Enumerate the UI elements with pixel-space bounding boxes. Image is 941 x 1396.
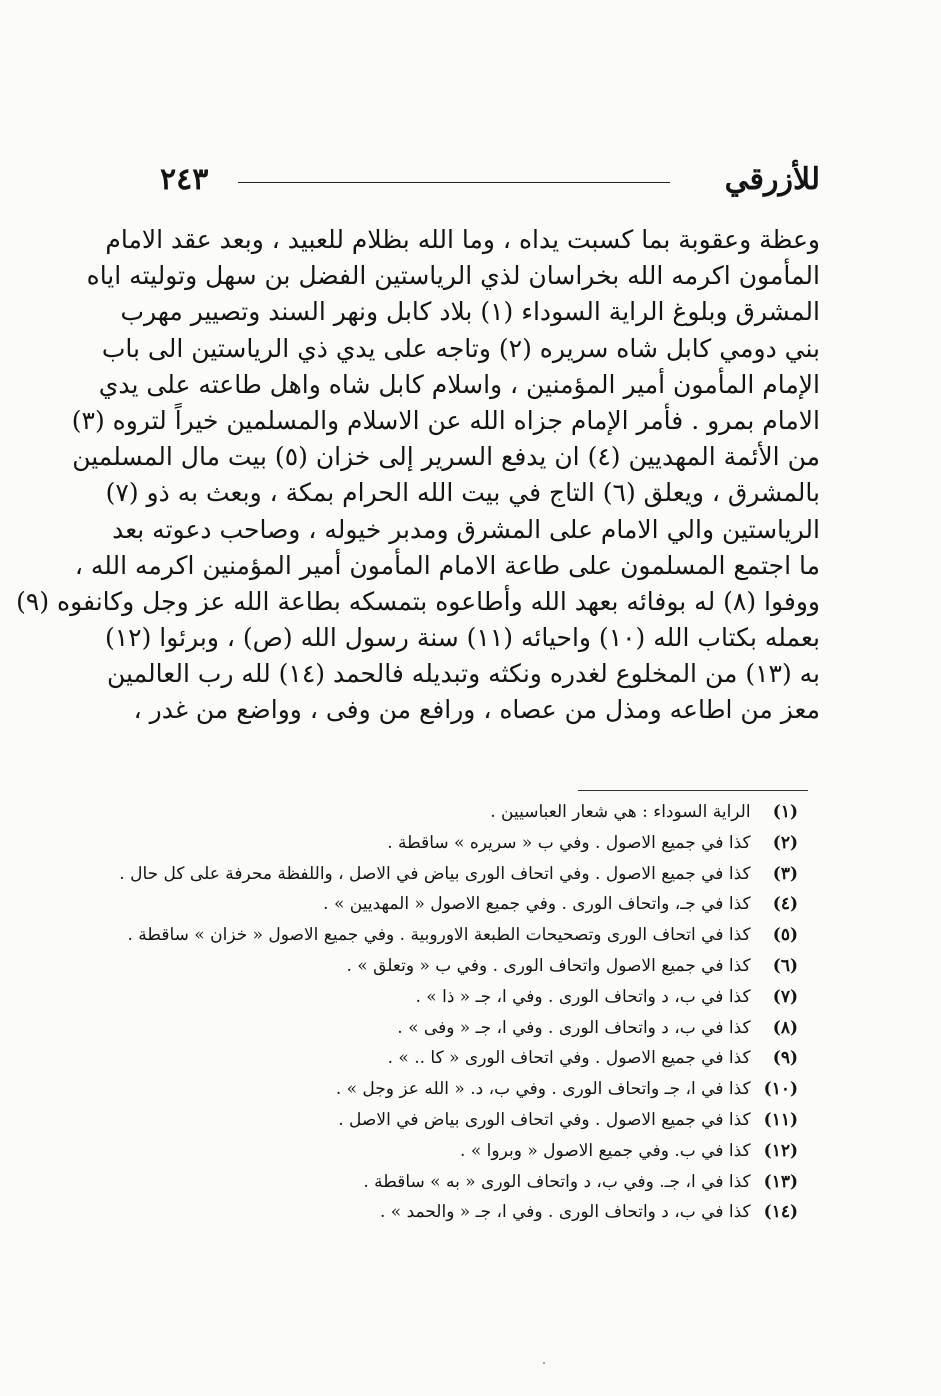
text-line: الإمام المأمون أمير المؤمنين ، واسلام كابل شاه واهل طاعته على يدي bbox=[98, 369, 820, 399]
text-line: وعظة وعقوبة بما كسبت يداه ، وما الله بظلام للعبيد ، وبعد عقد الامام bbox=[105, 225, 820, 254]
page-number: ٢٤٣ bbox=[160, 162, 209, 197]
footnote-text: كذا في ب، د واتحاف الورى . وفي ا، جـ « وفى » . bbox=[397, 1017, 751, 1038]
footnote bbox=[150, 1167, 798, 1198]
footnote bbox=[150, 1013, 798, 1044]
footnote-text: كذا في جميع الاصول واتحاف الورى . وفي ب « وتعلق » . bbox=[346, 955, 751, 976]
footnote-text: كذا في اتحاف الورى وتصحيحات الطبعة الاوروبية . وفي جميع الاصول « خزان » ساقطة . bbox=[127, 925, 751, 946]
text-line: ما اجتمع المسلمون على طاعة الامام المأمون أمير المؤمنين اكرمه الله ، bbox=[74, 550, 820, 580]
footnote-text: كذا في جـ، واتحاف الورى . وفي جميع الاصول « المهديين » . bbox=[323, 894, 751, 915]
footnote bbox=[150, 889, 798, 920]
footnote-text: كذا في جميع الاصول . وفي اتحاف الورى بياض في الاصل ، واللفظة محرفة على كل حال . bbox=[119, 863, 751, 884]
text-line: معز من اطاعه ومذل من عصاه ، ورافع من وفى ، وواضع من غدر ، bbox=[133, 695, 820, 725]
text-line: بني دومي كابل شاه سريره (٢) وتاجه على يدي ذي الرياستين الى باب bbox=[101, 333, 820, 363]
footnote bbox=[150, 1074, 798, 1105]
footnote-text: كذا في ب، د واتحاف الورى . وفي ا، جـ « والحمد » . bbox=[379, 1202, 751, 1223]
running-header bbox=[160, 160, 820, 200]
main-text bbox=[16, 222, 820, 729]
footnote bbox=[150, 828, 798, 859]
footnote bbox=[150, 982, 798, 1013]
footnote-text: كذا في جميع الاصول . وفي ب « سريره » ساقطة . bbox=[387, 832, 751, 853]
header-rule bbox=[238, 182, 670, 183]
footnote-number: (٥) bbox=[772, 925, 798, 946]
footnote-number: (٩) bbox=[772, 1048, 798, 1069]
footnote-text: كذا في ا، جـ. وفي ب، د واتحاف الورى « به » ساقطة . bbox=[363, 1171, 751, 1192]
text-line: الرياستين والي الامام على المشرق ومدبر خيوله ، وصاحب دعوته بعد bbox=[112, 514, 820, 544]
footnotes bbox=[119, 797, 798, 1228]
footnote-number: (١٣) bbox=[763, 1171, 798, 1192]
footnote-number: (١٤) bbox=[763, 1202, 798, 1223]
footnote-number: (٢) bbox=[772, 832, 798, 853]
footnote-number: (١٢) bbox=[763, 1140, 798, 1161]
footnote-number: (٣) bbox=[772, 863, 798, 884]
footnote-number: (٤) bbox=[772, 894, 798, 915]
running-title: للأزرقي bbox=[724, 162, 820, 197]
footnote-separator bbox=[578, 790, 808, 791]
paper-speck bbox=[543, 1362, 545, 1364]
text-line: المأمون اكرمه الله بخراسان لذي الرياستين الفضل بن سهل وتوليته اياه bbox=[86, 261, 820, 291]
footnote bbox=[119, 859, 798, 890]
footnote-number: (٧) bbox=[772, 986, 798, 1007]
text-line: بالمشرق ، ويعلق (٦) التاج في بيت الله الحرام بمكة ، وبعث به ذو (٧) bbox=[105, 478, 820, 508]
footnote-number: (١٠) bbox=[763, 1079, 798, 1100]
footnote-text: كذا في ب، د واتحاف الورى . وفي ا، جـ « ذا » . bbox=[415, 986, 751, 1007]
footnote bbox=[150, 1136, 798, 1167]
footnote-text: كذا في ا، جـ واتحاف الورى . وفي ب، د. « الله عز وجل » . bbox=[335, 1079, 751, 1100]
text-line: به (١٣) من المخلوع لغدره ونكثه وتبديله فالحمد (١٤) لله رب العالمين bbox=[107, 659, 820, 689]
text-line: بعمله بكتاب الله (١٠) واحيائه (١١) سنة رسول الله (ص) ، وبرئوا (١٢) bbox=[104, 623, 820, 653]
footnote bbox=[150, 1105, 798, 1136]
text-line: المشرق وبلوغ الراية السوداء (١) بلاد كابل ونهر السند وتصيير مهرب bbox=[120, 297, 820, 327]
text-line: ووفوا (٨) له بوفائه بعهد الله وأطاعوه بتمسكه بطاعة الله عز وجل وكانفوه (٩) bbox=[16, 586, 820, 616]
footnote-number: (٦) bbox=[772, 955, 798, 976]
footnote bbox=[150, 797, 798, 828]
footnote bbox=[150, 951, 798, 982]
footnote bbox=[150, 1043, 798, 1074]
text-line: من الأئمة المهديين (٤) ان يدفع السرير إلى خزان (٥) بيت مال المسلمين bbox=[72, 442, 820, 472]
footnote-number: (٨) bbox=[772, 1017, 798, 1038]
footnote bbox=[127, 920, 798, 951]
footnote-text: كذا في جميع الاصول . وفي اتحاف الورى « كا .. » . bbox=[387, 1048, 751, 1069]
footnote-text: كذا في جميع الاصول . وفي اتحاف الورى بياض في الاصل . bbox=[338, 1109, 751, 1130]
footnote-text: الراية السوداء : هي شعار العباسيين . bbox=[490, 802, 751, 822]
footnote-number: (١) bbox=[772, 802, 798, 822]
footnote-number: (١١) bbox=[763, 1109, 798, 1130]
text-line: الامام بمرو . فأمر الإمام جزاه الله عن الاسلام والمسلمين خيراً لتروه (٣) bbox=[71, 405, 820, 435]
footnote bbox=[150, 1197, 798, 1228]
footnote-text: كذا في ب. وفي جميع الاصول « وبروا » . bbox=[460, 1140, 751, 1161]
